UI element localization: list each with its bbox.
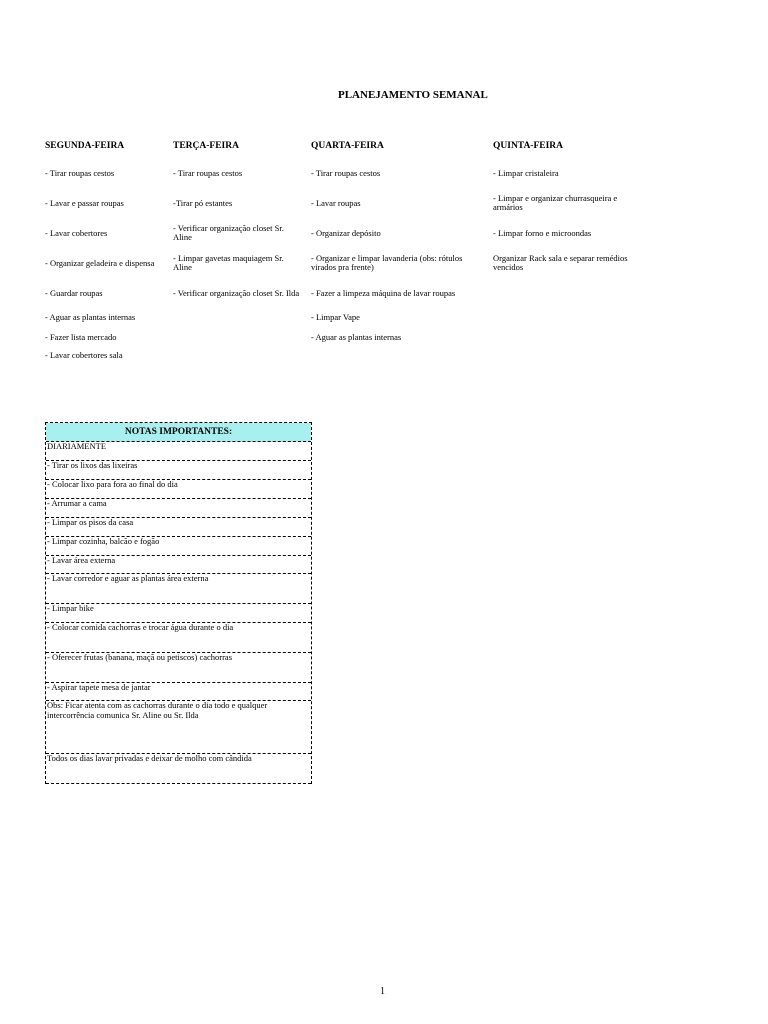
task-item: - Aguar as plantas internas bbox=[45, 312, 136, 322]
task-item: - Guardar roupas bbox=[45, 288, 103, 298]
notes-box bbox=[45, 422, 312, 784]
note-row: - Lavar área externa bbox=[46, 556, 311, 574]
note-row: - Arrumar a cama bbox=[46, 499, 311, 518]
page-title: PLANEJAMENTO SEMANAL bbox=[338, 89, 488, 101]
task-item: - Tirar roupas cestos bbox=[173, 168, 243, 178]
note-row: - Limpar cozinha, balcão e fogão bbox=[46, 537, 311, 556]
task-item: - Limpar forno e microondas bbox=[493, 228, 592, 238]
task-item: - Organizar e limpar lavanderia (obs: rótulos virados pra frente) bbox=[311, 253, 463, 272]
note-row: - Limpar os pisos da casa bbox=[46, 518, 311, 537]
note-row: - Oferecer frutas (banana, maçã ou petiscos) cachorras bbox=[46, 653, 311, 683]
task-item: - Fazer lista mercado bbox=[45, 332, 117, 342]
task-item: - Limpar Vape bbox=[311, 312, 360, 322]
day-heading-wednesday: QUARTA-FEIRA bbox=[311, 141, 384, 151]
task-item: - Verificar organização closet Sr. Ilda bbox=[173, 288, 300, 298]
note-row: - Tirar os lixos das lixeiras bbox=[46, 461, 311, 480]
task-item: - Lavar e passar roupas bbox=[45, 198, 124, 208]
task-item: - Lavar cobertores sala bbox=[45, 350, 123, 360]
task-item: - Organizar depósito bbox=[311, 228, 381, 238]
day-heading-tuesday: TERÇA-FEIRA bbox=[173, 141, 239, 151]
task-item: - Verificar organização closet Sr. Aline bbox=[173, 223, 284, 242]
note-row: - Lavar corredor e aguar as plantas área externa bbox=[46, 574, 311, 604]
task-item: - Limpar gavetas maquiagem Sr. Aline bbox=[173, 253, 284, 272]
note-row: - Colocar lixo para fora ao final do dia bbox=[46, 480, 311, 499]
task-item: Organizar Rack sala e separar remédios vencidos bbox=[493, 253, 628, 272]
task-item: - Tirar roupas cestos bbox=[311, 168, 381, 178]
note-row: - Aspirar tapete mesa de jantar bbox=[46, 683, 311, 701]
note-row: DIARIAMENTE bbox=[46, 442, 311, 461]
task-item: - Limpar cristaleira bbox=[493, 168, 559, 178]
note-row: Todos os dias lavar privadas e deixar de molho com cândida bbox=[46, 754, 311, 784]
day-heading-monday: SEGUNDA-FEIRA bbox=[45, 141, 125, 151]
page-number: 1 bbox=[380, 986, 385, 997]
note-row: - Colocar comida cachorras e trocar água durante o dia bbox=[46, 623, 311, 653]
task-item: - Aguar as plantas internas bbox=[311, 332, 402, 342]
task-item: -Tirar pó estantes bbox=[173, 198, 233, 208]
note-row: Obs: Ficar atenta com as cachorras durante o dia todo e qualquer intercorrência comunica Sr. Aline ou Sr. Ilda bbox=[46, 701, 311, 754]
task-item: - Fazer a limpeza máquina de lavar roupas bbox=[311, 288, 456, 298]
task-item: - Organizar geladeira e dispensa bbox=[45, 258, 155, 268]
task-item: - Lavar roupas bbox=[311, 198, 361, 208]
task-item: - Tirar roupas cestos bbox=[45, 168, 115, 178]
note-row: - Limpar bike bbox=[46, 604, 311, 623]
task-item: - Limpar e organizar churrasqueira e armários bbox=[493, 193, 618, 212]
notes-header: NOTAS IMPORTANTES: bbox=[46, 423, 311, 442]
day-heading-thursday: QUINTA-FEIRA bbox=[493, 141, 564, 151]
task-item: - Lavar cobertores bbox=[45, 228, 108, 238]
